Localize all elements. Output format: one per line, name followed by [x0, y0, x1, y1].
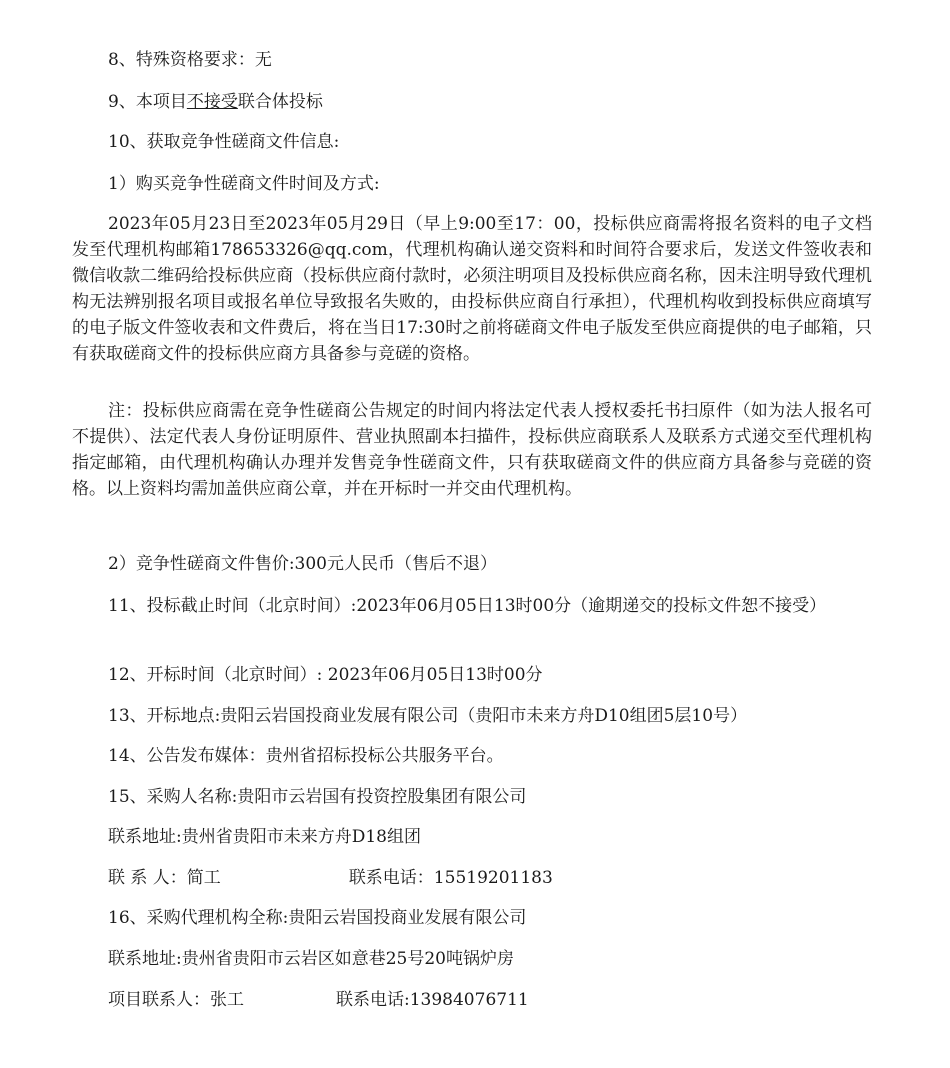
item-14: 14、公告发布媒体：贵州省招标投标公共服务平台。: [108, 746, 504, 766]
purchaser-phone: 联系电话：15519201183: [348, 868, 553, 888]
item-12: 12、开标时间（北京时间）: 2023年06月05日13时00分: [108, 665, 543, 685]
purchaser-contact-row: [0, 866, 950, 890]
item-8: 8、特殊资格要求：无: [108, 50, 272, 70]
agency-contact-row: [0, 988, 950, 1012]
purchaser-address: 联系地址:贵州省贵阳市未来方舟D18组团: [108, 827, 421, 847]
item-9-suffix: 联合体投标: [237, 92, 323, 112]
paragraph-purchase-method: [72, 211, 872, 367]
item-16: 16、采购代理机构全称:贵阳云岩国投商业发展有限公司: [108, 908, 527, 928]
agency-contact: 项目联系人：张工: [108, 990, 244, 1010]
item-11-block: [72, 593, 872, 619]
agency-address: 联系地址:贵州省贵阳市云岩区如意巷25号20吨锅炉房: [108, 949, 514, 969]
paragraph-note-text: 注：投标供应商需在竞争性磋商公告规定的时间内将法定代表人授权委托书扫原件（如为法人报名可不提供）、法定代表人身份证明原件、营业执照副本扫描件，投标供应商联系人及联系方式递交至代理机构指定邮箱，由代理机构确认办理并发售竞争性磋商文件，只有获取磋商文件的供应商方具备参与竞磋的资格。以上资料均需加盖供应商公章，并在开标时一并交由代理机构。: [72, 401, 872, 499]
item-10-2: 2）竞争性磋商文件售价:300元人民币（售后不退）: [108, 554, 497, 574]
item-9: [0, 90, 950, 114]
paragraph-purchase-text: 2023年05月23日至2023年05月29日（早上9:00至17：00，投标供应商需将报名资料的电子文档发至代理机构邮箱178653326@qq.com，代理机构确认递交资料和时间符合要求后，发送文件签收表和微信收款二维码给投标供应商（投标供应商付款时，必须注明项目及投标供应商名称，因未注明导致代理机构无法辨别报名项目或报名单位导致报名失败的，由投标供应商自行承担），代理机构收到投标供应商填写的电子版文件签收表和文件费后，将在当日17:30时之前将磋商文件电子版发至供应商提供的电子邮箱，只有获取磋商文件的投标供应商方具备参与竞磋的资格。: [72, 214, 872, 364]
item-10: 10、获取竞争性磋商文件信息:: [108, 132, 340, 152]
purchaser-contact: 联 系 人：简工: [108, 868, 221, 888]
item-11: 11、投标截止时间（北京时间）:2023年06月05日13时00分（逾期递交的投标文件恕不接受）: [108, 596, 827, 616]
item-10-1: 1）购买竞争性磋商文件时间及方式:: [108, 174, 380, 194]
item-9-underlined: 不接受: [186, 92, 238, 112]
agency-phone: 联系电话:13984076711: [336, 990, 529, 1010]
paragraph-note: [72, 398, 872, 502]
item-13: 13、开标地点:贵阳云岩国投商业发展有限公司（贵阳市未来方舟D10组团5层10号）: [108, 706, 748, 726]
item-15: 15、采购人名称:贵阳市云岩国有投资控股集团有限公司: [108, 787, 527, 807]
item-9-prefix: 9、本项目: [108, 92, 187, 112]
